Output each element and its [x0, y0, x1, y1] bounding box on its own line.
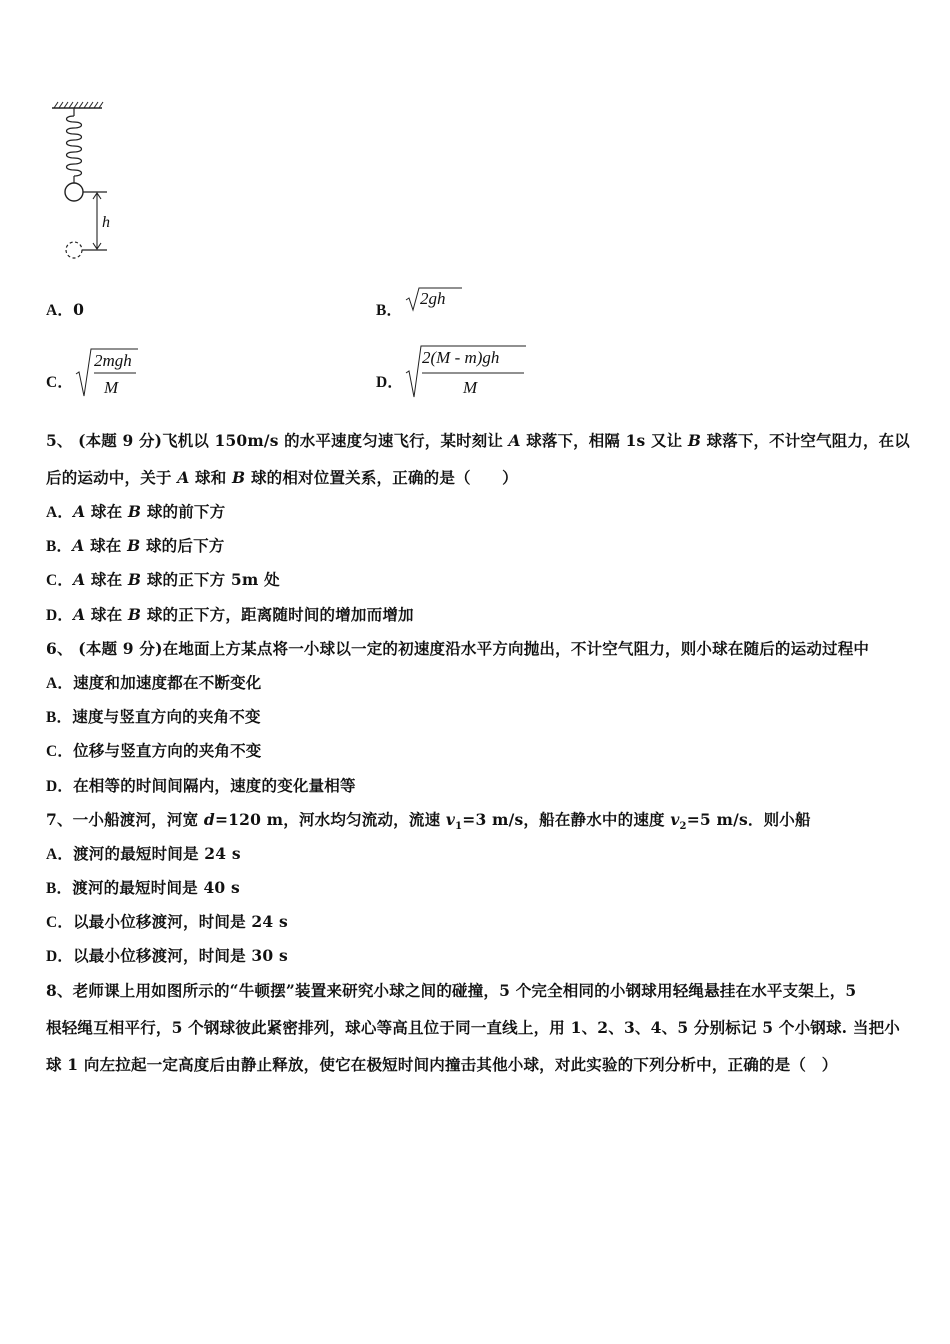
q5-option-d[interactable]: D．A 球在 B 球的正下方，距离随时间的增加而增加 [46, 605, 414, 624]
q4-option-c[interactable]: C． [46, 374, 74, 391]
q8-stem-line3: 球 1 向左拉起一定高度后由静止释放，使它在极短时间内撞击其他小球，对此实验的下列分析中，正确的是（ ） [46, 1055, 838, 1074]
height-label: h [102, 214, 110, 231]
q6-stem: 6、 (本题 9 分)在地面上方某点将一小球以一定的初速度沿水平方向抛出，不计空气阻力，则小球在随后的运动过程中 [46, 639, 870, 658]
q6-option-c[interactable]: C．位移与竖直方向的夹角不变 [46, 741, 262, 760]
ball-dashed [66, 242, 82, 258]
q5-stem-line2: 后的运动中，关于 A 球和 B 球的相对位置关系，正确的是（ ） [46, 468, 518, 487]
q5-stem-line1: 5、 (本题 9 分)飞机以 150m/s 的水平速度匀速飞行，某时刻让 A 球落下，相隔 1s 又让 B 球落下，不计空气阻力，在以 [46, 431, 910, 450]
q6-option-a[interactable]: A．速度和加速度都在不断变化 [46, 673, 262, 692]
q7-option-a[interactable]: A．渡河的最短时间是 24 s [46, 844, 241, 863]
q4-c-denominator: M [104, 378, 119, 397]
q4-option-d[interactable]: D． [376, 374, 404, 391]
q7-option-d[interactable]: D．以最小位移渡河，时间是 30 s [46, 946, 288, 965]
spring-ball-figure [44, 98, 124, 268]
q8-stem-line2: 根轻绳互相平行，5 个钢球彼此紧密排列，球心等高且位于同一直线上，用 1、2、3、4、5 分别标记 5 个小钢球. 当把小 [46, 1018, 900, 1037]
q5-option-a[interactable]: A．A 球在 B 球的前下方 [46, 502, 226, 521]
q8-stem-line1: 8、老师课上用如图所示的“牛顿摆”装置来研究小球之间的碰撞，5 个完全相同的小钢球用轻绳悬挂在水平支架上，5 [46, 981, 857, 1000]
q6-option-b[interactable]: B．速度与竖直方向的夹角不变 [46, 707, 261, 726]
q4-c-numerator: 2mgh [94, 351, 132, 370]
q4-option-b[interactable]: B． [376, 302, 403, 319]
q4-option-a[interactable]: A．0 [46, 300, 85, 319]
q4-b-radicand: 2gh [420, 289, 446, 308]
ball [65, 183, 83, 201]
q7-option-c[interactable]: C．以最小位移渡河，时间是 24 s [46, 912, 288, 931]
q4-d-numerator: 2(M - m)gh [422, 348, 500, 367]
q5-option-b[interactable]: B．A 球在 B 球的后下方 [46, 536, 225, 555]
q7-option-b[interactable]: B．渡河的最短时间是 40 s [46, 878, 240, 897]
q7-stem: 7、一小船渡河，河宽 d=120 m，河水均匀流动，流速 $v_1=3$ m/s，船在静水中的速度 $v_2=5$ m/s．则小船 [46, 810, 811, 833]
q6-option-d[interactable]: D．在相等的时间间隔内，速度的变化量相等 [46, 776, 356, 795]
q4-d-denominator: M [463, 378, 478, 397]
q5-option-c[interactable]: C．A 球在 B 球的正下方 5m 处 [46, 570, 280, 589]
